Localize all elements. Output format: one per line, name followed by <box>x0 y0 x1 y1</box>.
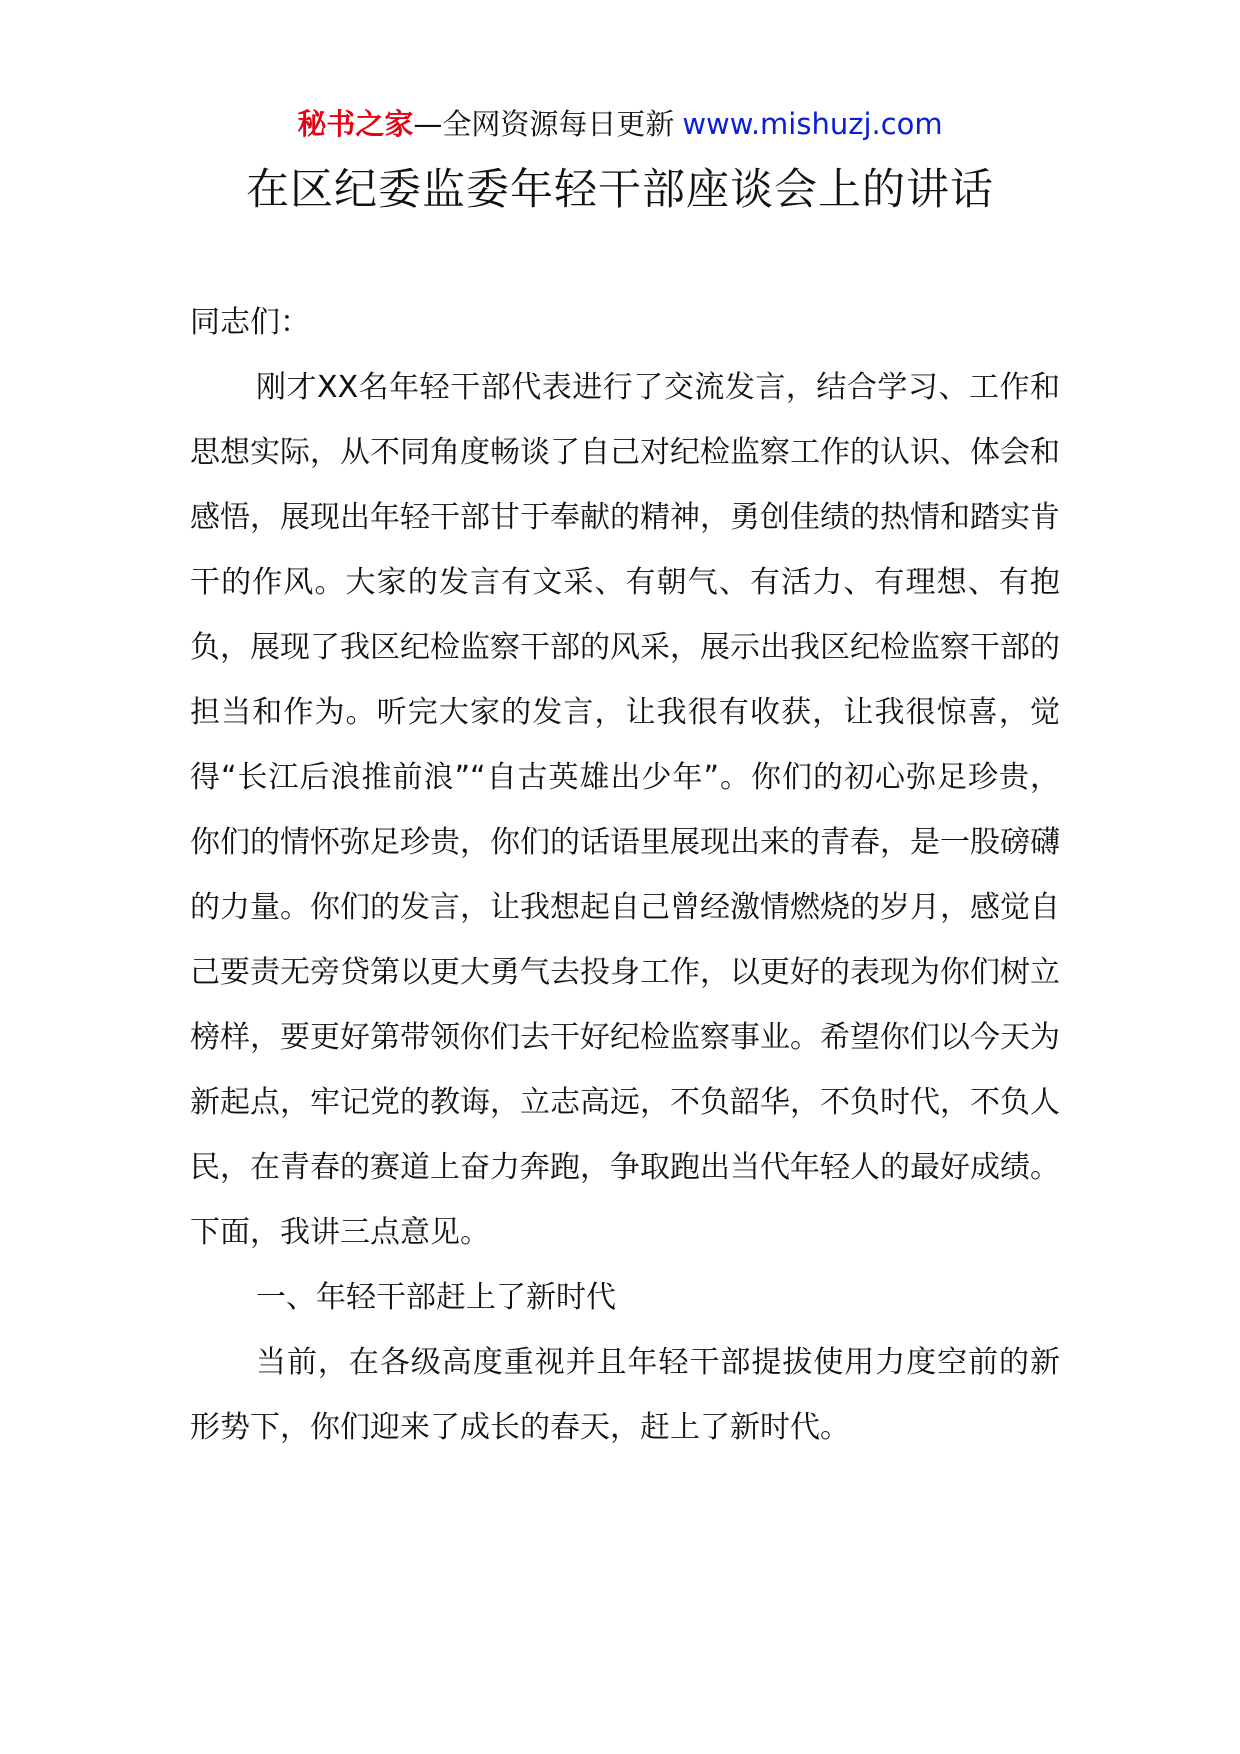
section-heading: 一、年轻干部赶上了新时代 <box>256 1280 616 1315</box>
site-slogan: —全网资源每日更新 <box>413 107 675 141</box>
paragraph-section-one: 当前，在各级高度重视并且年轻干部提拔使用力度空前的新形势下，你们迎来了成长的春天，赶上了新时代。 <box>190 1345 1060 1445</box>
document-title: 在区纪委监委年轻干部座谈会上的讲话 <box>246 165 994 215</box>
site-url-link[interactable]: www.mishuzj.com <box>682 107 943 141</box>
paragraph-intro: 刚才XX名年轻干部代表进行了交流发言，结合学习、工作和思想实际，从不同角度畅谈了自己对纪检监察工作的认识、体会和感悟，展现出年轻干部甘于奉献的精神，勇创佳绩的热情和踏实肯干的作风。大家的发言有文采、有朝气、有活力、有理想、有抱负，展现了我区纪检监察干部的风采，展示出我区纪检监察干部的担当和作为。听完大家的发言，让我很有收获，让我很惊喜，觉得“长江后浪推前浪”“自古英雄出少年”。你们的初心弥足珍贵，你们的情怀弥足珍贵，你们的话语里展现出来的青春，是一股磅礴的力量。你们的发言，让我想起自己曾经激情燃烧的岁月，感觉自己要责无旁贷第以更大勇气去投身工作，以更好的表现为你们树立榜样，要更好第带领你们去干好纪检监察事业。希望你们以今天为新起点，牢记党的教诲，立志高远，不负韶华，不负时代，不负人民，在青春的赛道上奋力奔跑，争取跑出当代年轻人的最好成绩。下面，我讲三点意见。 <box>190 370 1060 1250</box>
site-header <box>0 98 1240 150</box>
salutation: 同志们： <box>190 305 310 340</box>
site-brand: 秘书之家 <box>297 107 414 141</box>
document-body <box>190 290 1060 1460</box>
